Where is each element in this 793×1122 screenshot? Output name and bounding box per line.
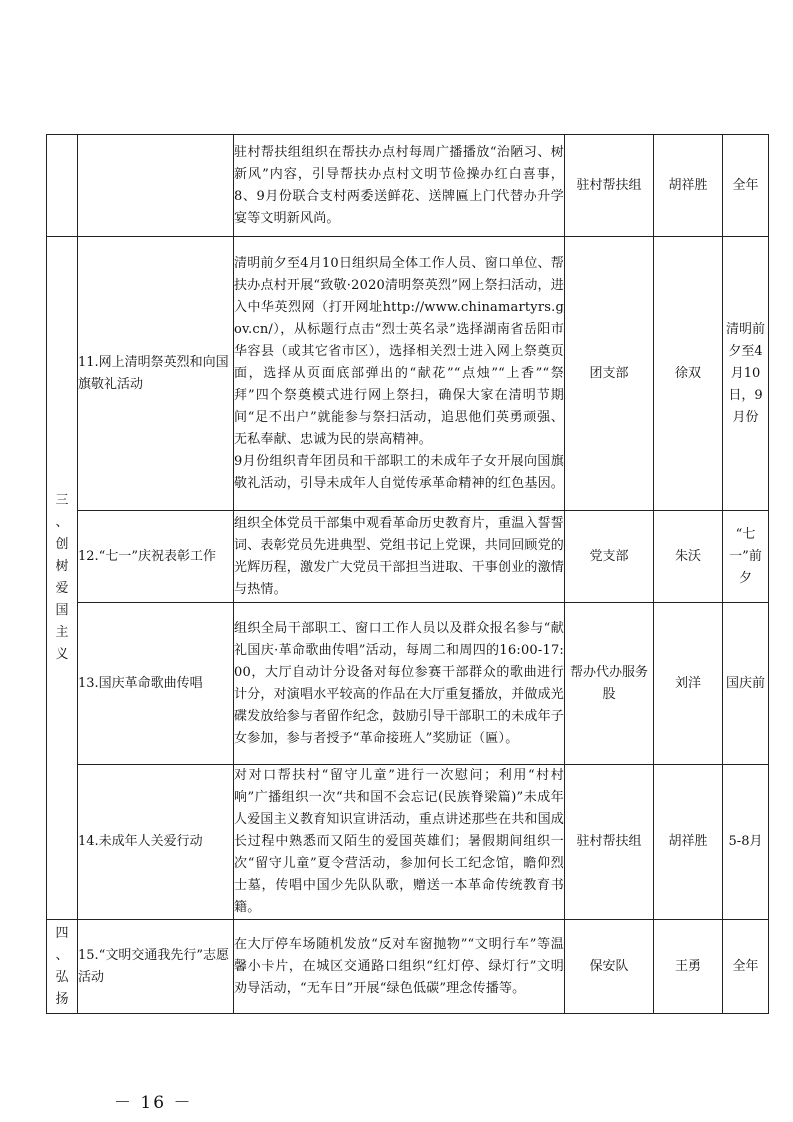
section-four-char: 、: [55, 947, 69, 963]
responsible-person: 徐双: [654, 237, 723, 511]
activity-content: 组织全局干部职工、窗口工作人员以及群众报名参与“献礼国庆·革命歌曲传唱”活动，每周二和周四的16:00-17:00，大厅自动计分设备对每位参赛干部群众的歌曲进行计分，对演唱水平较高的作品在大厅重复播放，并做成光碟发放给参与者留作纪念，鼓励引导干部职工的未成年子女参加，参与者授予“革命接班人”奖励证（匾）。: [234, 603, 565, 765]
section-four-char: 四: [55, 925, 69, 941]
activity-name: 13.国庆革命歌曲传唱: [78, 603, 234, 765]
responsible-dept: 驻村帮扶组: [565, 765, 654, 920]
activity-time: 国庆前: [723, 603, 769, 765]
activity-content: 在大厅停车场随机发放“反对车窗抛物”“文明行车”等温馨小卡片，在城区交通路口组织“红灯停、绿灯行”文明劝导活动，“无车日”开展“绿色低碳”理念传播等。: [234, 920, 565, 1014]
section-four-char: 弘: [55, 969, 69, 985]
responsible-dept: 团支部: [565, 237, 654, 511]
activity-time: “七一”前夕: [723, 511, 769, 603]
table-row: [47, 603, 769, 765]
table-row: [47, 920, 769, 1014]
section-three-char: 树: [55, 559, 69, 574]
section-four-char: 扬: [55, 991, 69, 1007]
activity-name: 14.未成年人关爱行动: [78, 765, 234, 920]
section-three-char: 主: [55, 625, 69, 640]
responsible-person: 刘洋: [654, 603, 723, 765]
page-number: － 16 －: [114, 1093, 193, 1113]
activity-time: 全年: [723, 135, 769, 237]
section-cell-empty: [47, 135, 78, 237]
activity-name: 15.“文明交通我先行”志愿活动: [78, 920, 234, 1014]
section-three-char: 创: [55, 537, 69, 552]
activity-content: 驻村帮扶组组织在帮扶办点村每周广播播放“治陋习、树新风”内容，引导帮扶办点村文明节俭操办红白喜事，8、9月份联合支村两委送鲜花、送牌匾上门代替办升学宴等文明新风尚。: [234, 135, 565, 237]
activity-content: [234, 237, 565, 511]
responsible-dept: 帮办代办服务股: [565, 603, 654, 765]
activity-time: 全年: [723, 920, 769, 1014]
section-four-label: [47, 920, 78, 1014]
activity-content: 组织全体党员干部集中观看革命历史教育片，重温入誓誓词、表彰党员先进典型、党组书记上党课，共同回顾党的光辉历程，激发广大党员干部担当进取、干事创业的激情与热情。: [234, 511, 565, 603]
responsible-person: 王勇: [654, 920, 723, 1014]
activity-name-empty: [78, 135, 234, 237]
content-paragraph: 清明前夕至4月10日组织局全体工作人员、窗口单位、帮扶办点村开展“致敬·2020清明祭英烈”网上祭扫活动，进入中华英烈网（打开网址http://www.chinamartyrs.gov.cn/），从标题行点击“烈士英名录”选择湖南省岳阳市华容县（或其它省市区），选择相关烈士进入网上祭奠页面，选择从页面底部弹出的“献花”“点烛”“上香”“祭拜”四个祭奠模式进行网上祭扫，确保大家在清明节期间“足不出户”就能参与祭扫活动，追思他们英勇顽强、无私奉献、忠诚为民的崇高精神。: [234, 255, 564, 447]
activity-table: [46, 134, 769, 1014]
activity-content: 对对口帮扶村“留守儿童”进行一次慰问；利用“村村响”广播组织一次“共和国不会忘记(民族脊梁篇)”未成年人爱国主义教育知识宣讲活动，重点讲述那些在共和国成长过程中熟悉而又陌生的爱国英雄们；暑假期间组织一次“留守儿童”夏令营活动，参加何长工纪念馆，瞻仰烈士墓，传唱中国少先队队歌，赠送一本革命传统教育书籍。: [234, 765, 565, 920]
activity-time: 清明前夕至4月10日，9月份: [723, 237, 769, 511]
table-row: [47, 237, 769, 511]
content-paragraph: 9月份组织青年团员和干部职工的未成年子女开展向国旗敬礼活动，引导未成年人自觉传承革命精神的红色基因。: [234, 453, 565, 491]
responsible-person: 胡祥胜: [654, 135, 723, 237]
responsible-person: 胡祥胜: [654, 765, 723, 920]
responsible-dept: 驻村帮扶组: [565, 135, 654, 237]
activity-name: 12.“七一”庆祝表彰工作: [78, 511, 234, 603]
section-three-char: 三: [55, 493, 69, 508]
activity-name: 11.网上清明祭英烈和向国旗敬礼活动: [78, 237, 234, 511]
section-three-label: [47, 237, 78, 920]
responsible-dept: 党支部: [565, 511, 654, 603]
table-row: [47, 765, 769, 920]
table-row: [47, 511, 769, 603]
table-row: [47, 135, 769, 237]
section-three-char: 义: [55, 647, 69, 662]
responsible-person: 朱沃: [654, 511, 723, 603]
activity-time: 5-8月: [723, 765, 769, 920]
responsible-dept: 保安队: [565, 920, 654, 1014]
section-three-char: 爱: [55, 581, 69, 596]
section-three-char: 国: [55, 603, 69, 618]
section-three-char: 、: [55, 515, 69, 530]
